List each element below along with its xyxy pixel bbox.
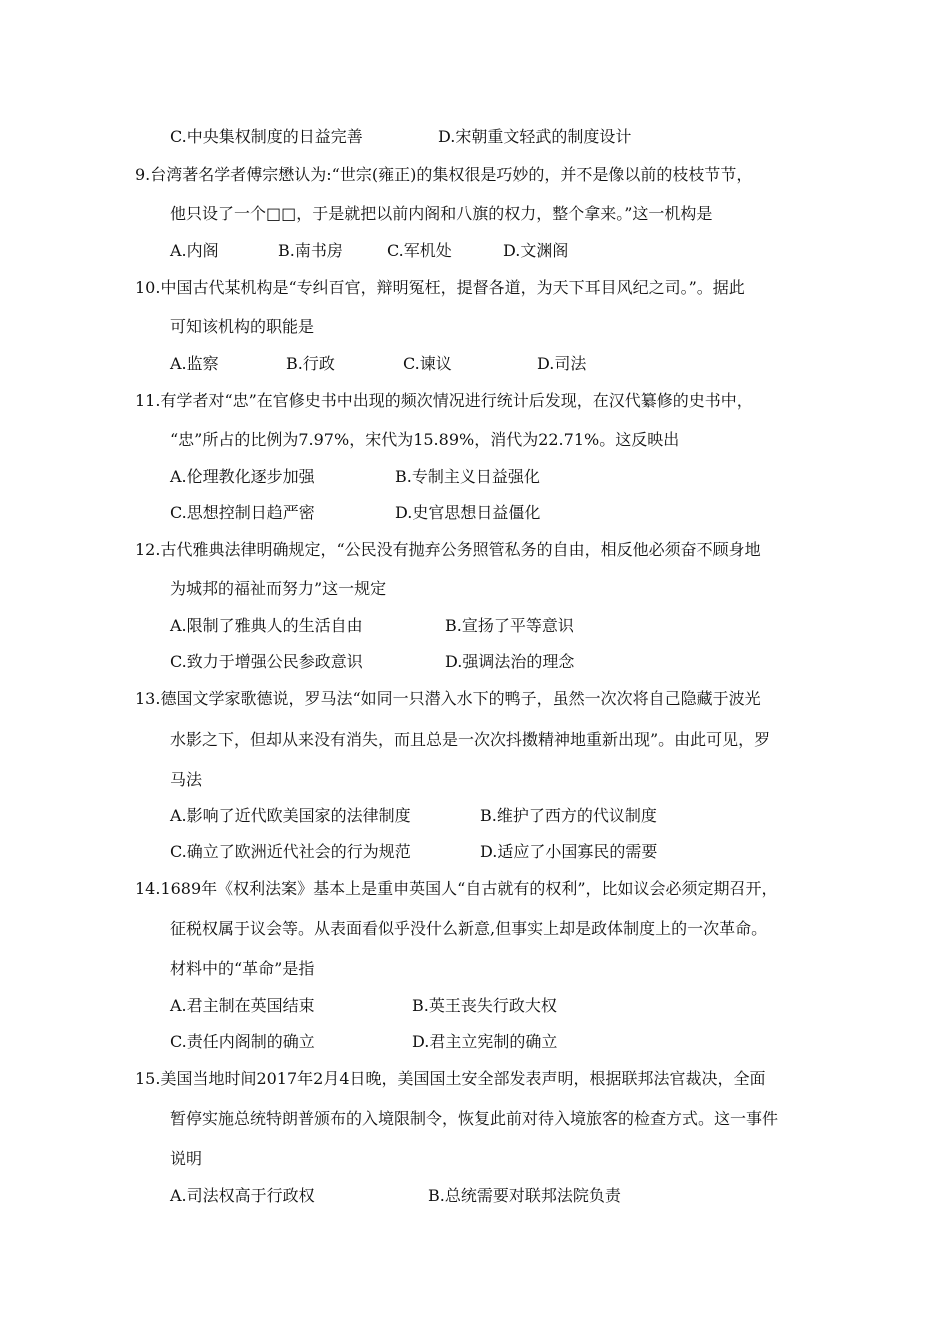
q15-stem-line2: 暂停实施总统特朗普颁布的入境限制令，恢复此前对待入境旅客的检查方式。这一事件 xyxy=(170,1109,779,1128)
q9-option-c: C.军机处 xyxy=(387,241,452,260)
q11-option-c: C.思想控制日趋严密 xyxy=(170,503,315,522)
q15-option-b: B.总统需要对联邦法院负责 xyxy=(428,1186,621,1205)
q13-option-c: C.确立了欧洲近代社会的行为规范 xyxy=(170,842,411,861)
q10-option-c: C.谏议 xyxy=(403,354,452,373)
q12-option-c: C.致力于增强公民参政意识 xyxy=(170,652,363,671)
q13-option-d: D.适应了小国寡民的需要 xyxy=(480,842,658,861)
q13-stem-line1: 13.德国文学家歌德说，罗马法“如同一只潜入水下的鸭子，虽然一次次将自己隐藏于波光 xyxy=(135,689,761,708)
q15-stem-line3: 说明 xyxy=(170,1149,203,1168)
q11-option-a: A.伦理教化逐步加强 xyxy=(170,467,315,486)
q14-stem-line2: 征税权属于议会等。从表面看似乎没什么新意,但事实上却是政体制度上的一次革命。 xyxy=(170,919,768,938)
q12-stem-line1: 12.古代雅典法律明确规定，“公民没有抛弃公务照管私务的自由，相反他必须奋不顾身地 xyxy=(135,540,761,559)
q10-option-b: B.行政 xyxy=(286,354,335,373)
q12-option-a: A.限制了雅典人的生活自由 xyxy=(170,616,363,635)
q10-stem-line2: 可知该机构的职能是 xyxy=(170,317,315,336)
q12-stem-line2: 为城邦的福祉而努力”这一规定 xyxy=(170,579,387,598)
q10-stem-line1: 10.中国古代某机构是“专纠百官，辩明冤枉，提督各道，为天下耳目风纪之司。”。据此 xyxy=(135,278,745,297)
q9-option-a: A.内阁 xyxy=(170,241,219,260)
q12-option-b: B.宣扬了平等意识 xyxy=(445,616,574,635)
q9-option-b: B.南书房 xyxy=(278,241,343,260)
q9-option-d: D.文渊阁 xyxy=(503,241,569,260)
q14-option-d: D.君主立宪制的确立 xyxy=(412,1032,558,1051)
q15-option-a: A.司法权高于行政权 xyxy=(170,1186,315,1205)
q13-option-b: B.维护了西方的代议制度 xyxy=(480,806,657,825)
q8-option-d: D.宋朝重文轻武的制度设计 xyxy=(438,127,632,146)
q10-option-d: D.司法 xyxy=(537,354,587,373)
q13-stem-line3: 马法 xyxy=(170,770,203,789)
q8-option-c: C.中央集权制度的日益完善 xyxy=(170,127,363,146)
q14-option-b: B.英王丧失行政大权 xyxy=(412,996,557,1015)
q11-option-d: D.史官思想日益僵化 xyxy=(395,503,541,522)
q14-stem-line1: 14.1689年《权利法案》基本上是重申英国人“自古就有的权利”，比如议会必须定期召开， xyxy=(135,879,778,898)
q14-stem-line3: 材料中的“革命”是指 xyxy=(170,959,315,978)
q14-option-c: C.责任内阁制的确立 xyxy=(170,1032,315,1051)
q15-stem-line1: 15.美国当地时间2017年2月4日晚，美国国土安全部发表声明，根据联邦法官裁决，全面 xyxy=(135,1069,766,1088)
q9-stem-line2: 他只设了一个□□，于是就把以前内阁和八旗的权力，整个拿来。”这一机构是 xyxy=(170,204,713,223)
q11-stem-line2: “忠”所占的比例为7.97%，宋代为15.89%，消代为22.71%。这反映出 xyxy=(170,430,680,449)
q11-option-b: B.专制主义日益强化 xyxy=(395,467,540,486)
q13-option-a: A.影响了近代欧美国家的法律制度 xyxy=(170,806,411,825)
q11-stem-line1: 11.有学者对“忠”在官修史书中出现的频次情况进行统计后发现，在汉代纂修的史书中， xyxy=(135,391,753,410)
q9-stem-line1: 9.台湾著名学者傅宗懋认为:“世宗(雍正)的集权很是巧妙的，并不是像以前的枝枝节节， xyxy=(135,165,753,184)
q12-option-d: D.强调法治的理念 xyxy=(445,652,575,671)
q10-option-a: A.监察 xyxy=(170,354,219,373)
q13-stem-line2: 水影之下，但却从来没有消失，而且总是一次次抖擞精神地重新出现”。由此可见，罗 xyxy=(170,730,771,749)
q14-option-a: A.君主制在英国结束 xyxy=(170,996,315,1015)
